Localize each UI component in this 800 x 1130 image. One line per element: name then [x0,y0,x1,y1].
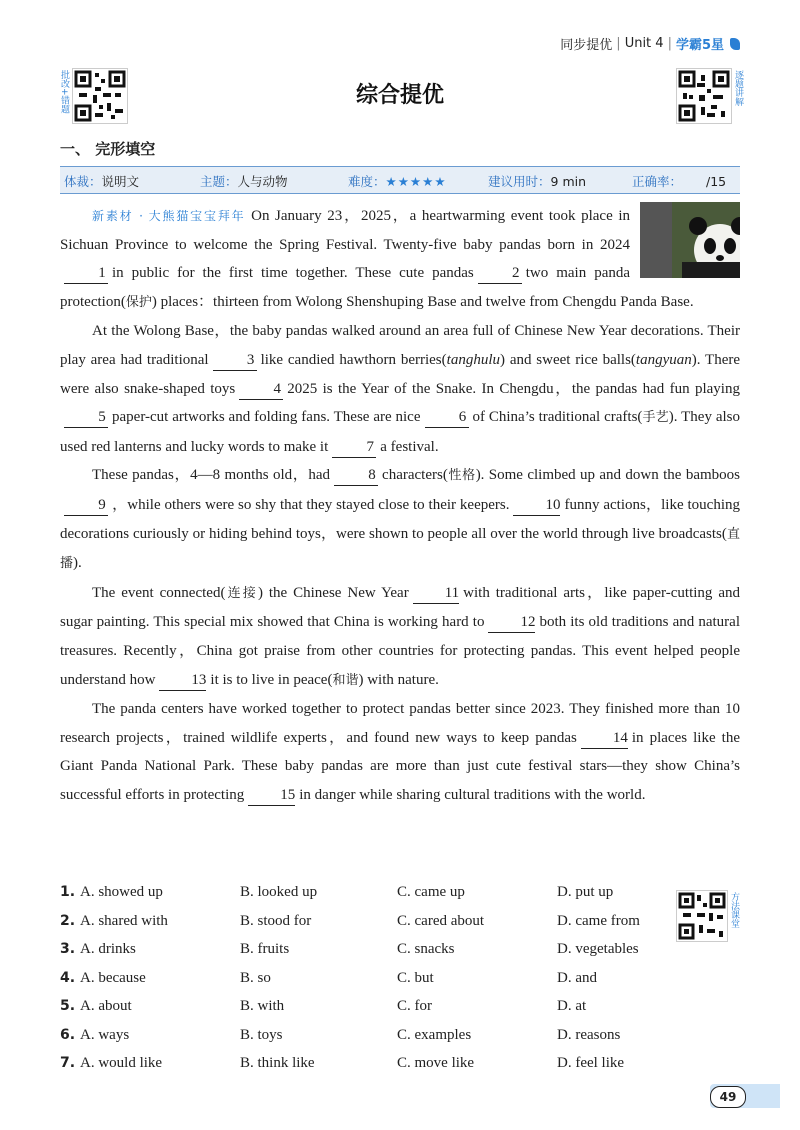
material-tag: 新素材 · 大熊猫宝宝拜年 [92,209,246,223]
passage-text: ). [73,555,82,572]
passage-text: 2025 is the Year of the Snake. In Chengdu，the pandas had fun playing [287,380,740,397]
option-a[interactable]: A. about [80,998,132,1014]
header-breadcrumb: 同步提优 [560,38,613,53]
blank-2[interactable]: 2 [478,263,522,284]
genre-value: 说明文 [101,174,140,189]
option-d[interactable]: D. put up [557,884,614,900]
question-row [60,998,680,1027]
page-header [560,34,740,53]
header-separator: | [667,36,672,51]
paragraph-4 [60,579,740,695]
page-number-tab [710,1084,780,1108]
option-b[interactable]: B. toys [240,1026,283,1043]
chinese-gloss: 连接 [225,585,258,601]
passage-text: in danger while sharing cultural traditions with the world. [299,786,646,803]
passage-text: ) places：thirteen from Wolong Shenshuping Base and twelve from Chengdu Panda Base. [151,293,694,310]
option-b[interactable]: B. so [240,969,271,986]
blank-1[interactable]: 1 [64,263,108,284]
passage-text: These pandas，4—8 months old，had [92,467,331,484]
page-number: 49 [710,1086,746,1108]
blank-9[interactable]: 9 [64,495,108,516]
option-d[interactable]: D. reasons [557,1026,621,1043]
passage-text: in places like the Giant Panda National Park. These baby pandas are more than just cute festival stars—they show China’s successful efforts in protecting [60,729,740,803]
question-number: 3. [60,941,76,957]
brand-logo: 学霸5星 [675,38,724,53]
passage-text: it is to live in peace( [210,671,333,688]
passage-text: ). There were also snake-shaped toys [60,351,741,397]
passage-text: two main panda protection( [60,265,631,310]
option-b[interactable]: B. stood for [240,912,312,929]
passage-text: in public for the first time together. These cute pandas [112,265,474,282]
theme-value: 人与动物 [237,174,288,189]
chinese-gloss: 和谐 [332,672,359,688]
blank-10[interactable]: 10 [513,495,560,516]
option-b[interactable]: B. fruits [240,941,290,957]
blank-15[interactable]: 15 [248,785,295,806]
option-d[interactable]: D. feel like [557,1055,625,1071]
option-c[interactable]: C. snacks [397,941,455,957]
option-c[interactable]: C. came up [397,884,465,900]
blank-14[interactable]: 14 [581,728,628,749]
section-title: 一、 完形填空 [60,140,156,158]
passage-text: ) the Chinese New Year [257,584,409,601]
blank-7[interactable]: 7 [332,437,376,458]
question-number: 2. [60,912,76,929]
paragraph-1 [60,202,740,317]
passage-text: The panda centers have worked together to protect pandas better since 2023. They finished more than 10 research projects，trained wildlife experts，and found new ways to keep pandas [60,701,740,746]
qr-left-label: 批改+错题 [59,70,69,114]
option-d[interactable]: D. at [557,998,587,1014]
paragraph-2 [60,317,740,461]
accuracy-info [632,172,726,190]
option-c[interactable]: C. move like [397,1055,475,1071]
question-number: 4. [60,969,76,986]
option-b[interactable]: B. looked up [240,884,318,900]
option-b[interactable]: B. think like [240,1055,315,1071]
blank-13[interactable]: 13 [159,670,206,691]
option-c[interactable]: C. cared about [397,912,485,929]
passage-text: ，while others were so shy that they stayed close to their keepers. [112,496,510,513]
accuracy-label: 正确率： [632,174,683,189]
question-number: 1. [60,884,76,900]
time-label: 建议用时： [488,174,551,189]
option-d[interactable]: D. and [557,969,597,986]
difficulty-label: 难度： [348,174,386,189]
brand-mark-icon [730,38,740,50]
question-row [60,970,680,999]
chinese-gloss: 手艺 [642,410,669,426]
option-a[interactable]: A. showed up [80,884,163,900]
option-c[interactable]: C. for [397,998,432,1014]
paragraph-5 [60,695,740,809]
blank-4[interactable]: 4 [239,379,283,400]
passage-text: ). They also used red lanterns and lucky words to make it [60,409,740,455]
genre-label: 体裁： [64,174,102,189]
difficulty-stars-icon: ★★★★★ [385,174,447,189]
option-a[interactable]: A. drinks [80,941,136,957]
difficulty-info [348,172,447,190]
blank-11[interactable]: 11 [413,583,459,604]
option-a[interactable]: A. shared with [80,912,168,929]
question-number: 7. [60,1055,76,1071]
paragraph-3 [60,461,740,578]
page-title: 综合提优 [355,83,444,108]
exercise-info-bar [60,166,740,194]
passage-text: On January 23，2025，a heartwarming event took place in Sichuan Province to welcome the Spring Festival. Twenty-five baby pandas born in 2024 [60,208,630,253]
genre-info [64,172,139,190]
qr-code-method-icon[interactable] [676,890,728,942]
passage-text: The event connected( [92,584,226,601]
header-separator: | [616,36,621,51]
qr-right-label: 逐题讲解 [733,70,743,106]
passage-text: with traditional arts，like paper-cutting and sugar painting. This special mix showed that China is working hard to [60,584,740,631]
option-c[interactable]: C. but [397,969,434,986]
option-a[interactable]: A. would like [80,1055,163,1071]
header-unit: Unit 4 [624,36,664,51]
passage-text: of China’s traditional crafts( [472,409,643,426]
passage-italic: tanghulu [446,351,500,368]
cloze-passage [60,202,740,809]
answer-options [60,884,680,1084]
qr-method-label: 方法课堂 [729,892,739,928]
time-info [488,172,586,190]
theme-label: 主题： [200,174,238,189]
question-number: 5. [60,998,76,1014]
passage-text: ). Some climbed up and down the bamboos [475,467,740,484]
blank-12[interactable]: 12 [488,612,535,633]
passage-text: funny actions，like touching decorations curiously or hiding behind toys，were shown to people all over the world through live broadcasts( [60,496,740,542]
question-row [60,884,680,913]
chinese-gloss: 保护 [125,294,152,310]
blank-3[interactable]: 3 [213,350,257,371]
option-d[interactable]: D. vegetables [557,941,639,957]
passage-text: like candied hawthorn berries( [260,351,447,368]
passage-text: At the Wolong Base，the baby pandas walked around an area full of Chinese New Year decorations. Their play area had traditional [60,323,740,368]
panda-photo [640,202,740,278]
passage-text: both its old traditions and natural treasures. Recently，China got praise from other countries for protecting pandas. This event helped people understand how [60,614,740,688]
question-row [60,913,680,942]
passage-text: ) with nature. [358,671,439,688]
question-row [60,1055,680,1084]
chinese-gloss: 性格 [447,468,476,484]
passage-text: a festival. [380,438,439,455]
time-value: 9 min [550,174,587,189]
option-a[interactable]: A. ways [80,1026,130,1043]
blank-5[interactable]: 5 [64,407,108,428]
question-row [60,1027,680,1056]
option-a[interactable]: A. because [80,969,146,986]
question-row [60,941,680,970]
option-d[interactable]: D. came from [557,912,640,929]
chinese-gloss: 直播 [60,526,740,572]
passage-text: characters( [382,467,448,484]
passage-text: ) and sweet rice balls( [500,351,636,368]
accuracy-value: /15 [706,174,727,189]
passage-text: paper-cut artworks and folding fans. These are nice [112,409,421,426]
question-number: 6. [60,1026,76,1043]
blank-8[interactable]: 8 [334,465,378,486]
option-c[interactable]: C. examples [397,1026,472,1043]
blank-6[interactable]: 6 [425,407,469,428]
passage-italic: tangyuan [635,351,692,368]
option-b[interactable]: B. with [240,998,285,1014]
theme-info [200,172,288,190]
